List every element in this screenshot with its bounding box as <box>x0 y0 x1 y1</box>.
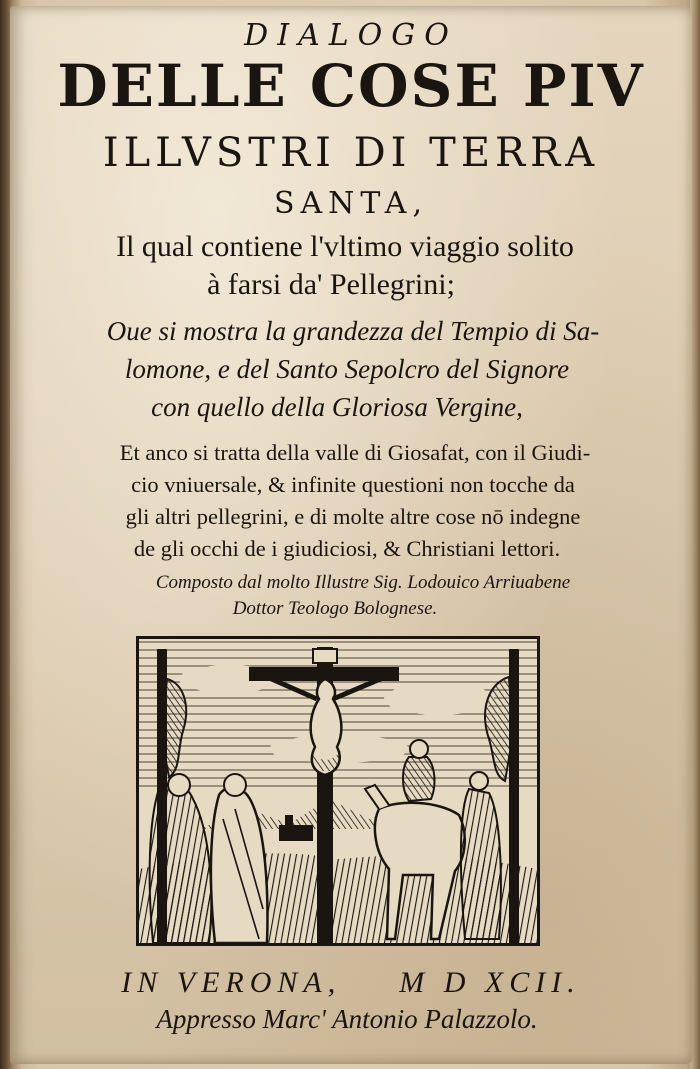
roman-description-line: gli altri pellegrini, e di molte altre cose nō indegne <box>125 504 581 529</box>
italic-description-line: Oue si mostra la grandezza del Tempio di Sa- <box>106 316 600 346</box>
title-line-2: ILLVSTRI DI TERRA <box>102 130 600 176</box>
author-line: Dottor Teologo Bolognese. <box>232 598 438 619</box>
italic-description-line: lomone, e del Santo Sepolcro del Signore <box>124 354 570 384</box>
woodcut-illustration <box>139 639 537 943</box>
imprint-year: M D XCII. <box>399 966 581 999</box>
roman-description-line: de gli occhi de i giudiciosi, & Christiani lettori. <box>133 536 561 561</box>
heading-dialogo: DIALOGO <box>244 18 458 53</box>
italic-description-line: con quello della Gloriosa Vergine, <box>151 392 523 422</box>
subtitle-line: Il qual contiene l'vltimo viaggio solito <box>116 230 574 263</box>
imprint-publisher: Appresso Marc' Antonio Palazzolo. <box>156 1004 538 1034</box>
imprint-place: IN VERONA, <box>121 966 342 999</box>
title-line-1: DELLE COSE PIV <box>57 52 645 120</box>
title-page <box>10 6 692 1064</box>
subtitle-line: à farsi da' Pellegrini; <box>207 268 455 301</box>
roman-description-line: Et anco si tratta della valle di Giosafat, con il Giudi- <box>119 440 591 465</box>
crucifixion-woodcut <box>136 636 540 946</box>
title-line-3: SANTA, <box>273 186 429 221</box>
roman-description-line: cio vniuersale, & infinite questioni non tocche da <box>131 472 575 497</box>
author-line: Composto dal molto Illustre Sig. Lodouico Arriuabene <box>155 572 571 593</box>
imprint-line <box>10 966 692 1000</box>
